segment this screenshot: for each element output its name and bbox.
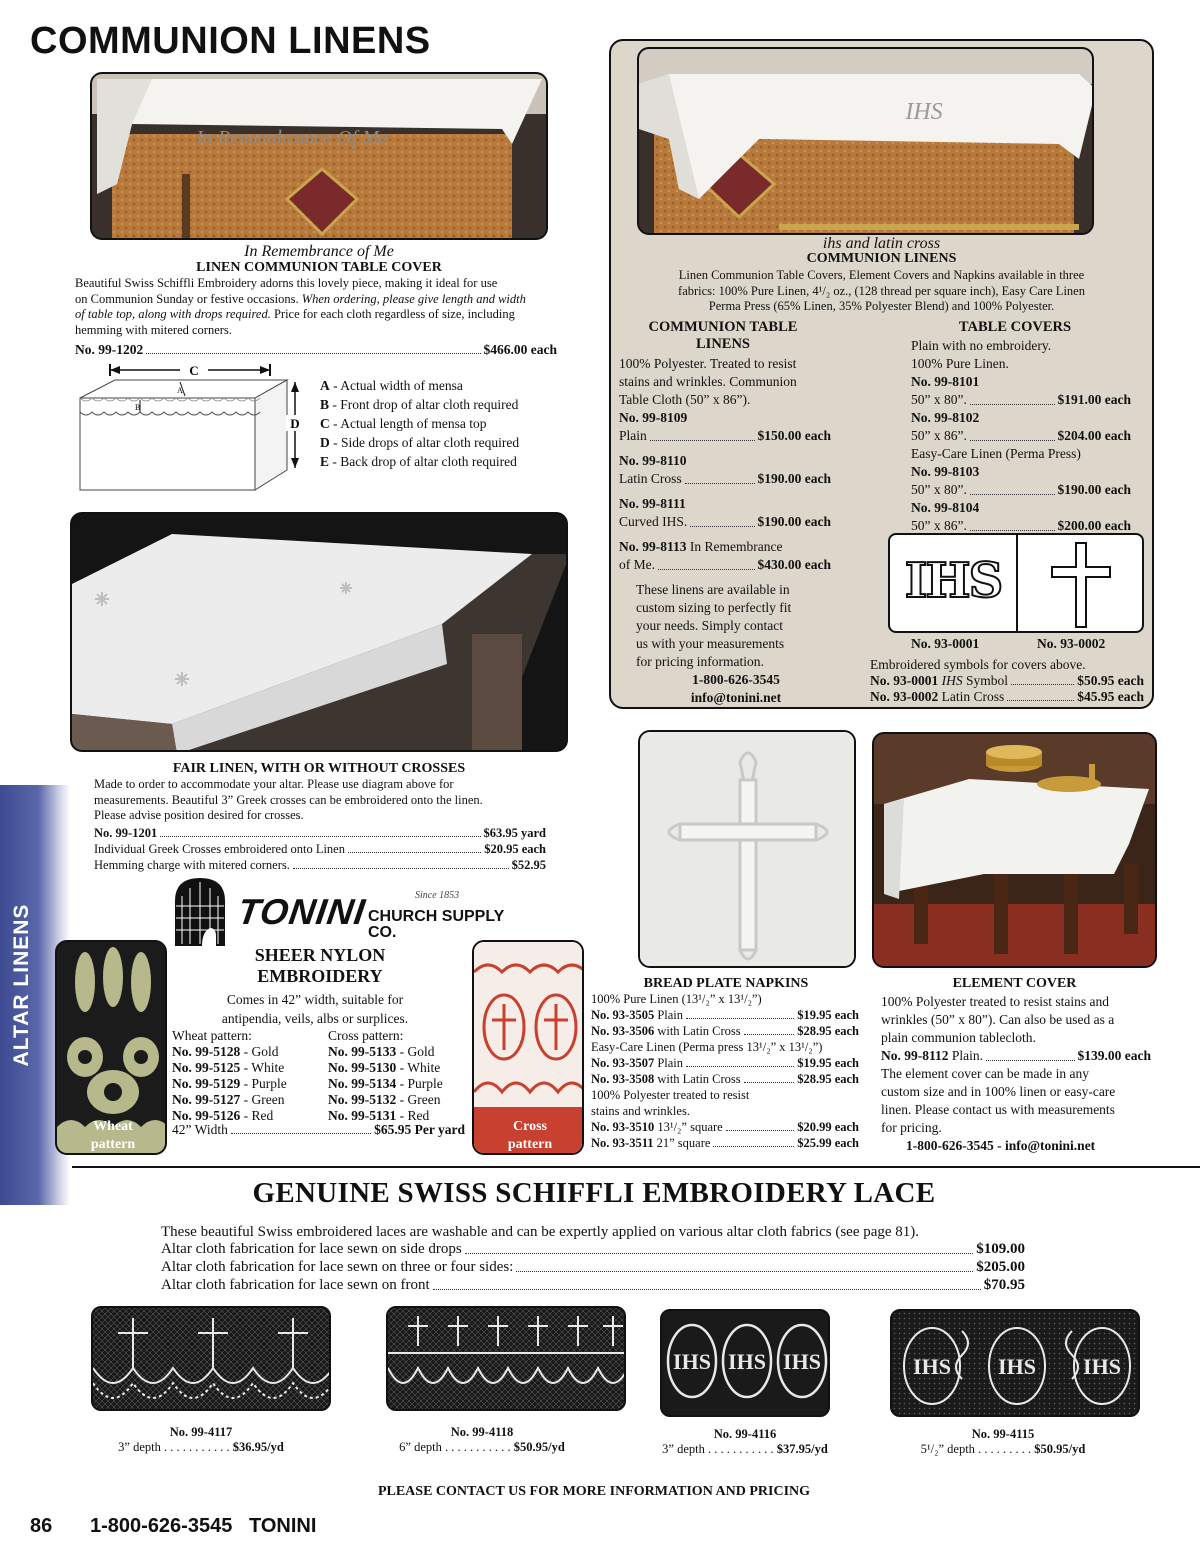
legend-b: B - Front drop of altar cloth required (320, 397, 519, 412)
bread-plate-napkins: 100% Pure Linen (13¹/₂” x 13¹/₂”) No. 93-3505 Plain $19.95 each No. 93-3506 with Latin Cross $28.95 each Easy-Care Linen (Perma press 13¹/₂” x 13¹/₂”) No. 93-3507 Plain $19.95 each No. 93-3508 with Latin Cross $28.95 each 100% Polyester treated to resist stains and wrinkles. No. 93-3510 13¹/₂” square $20.99 each No. 93-3511 21” square $25.99 each (591, 992, 859, 1150)
lace-4116-glyph-1: IHS (673, 1349, 711, 1374)
diagram-legend (320, 376, 519, 471)
lace-4115-glyph-2: IHS (998, 1354, 1036, 1379)
altar-cloth-diagram (75, 360, 310, 500)
lace-caption-4115: No. 99-4115 5¹/₂” depth . . . . . . . . . $50.95/yd (920, 1427, 1086, 1456)
latin-cross-icon (1018, 535, 1144, 633)
bread-plate-napkin-photo (638, 730, 856, 968)
lace-swatch-4115 (890, 1309, 1140, 1417)
remembrance-table-photo (90, 72, 548, 240)
symbols-description: Embroidered symbols for covers above. (870, 657, 1086, 672)
page-title: COMMUNION LINENS (30, 20, 431, 62)
panel-contact (636, 671, 836, 707)
legend-e: E - Back drop of altar cloth required (320, 454, 517, 469)
remembrance-subtitle: In Remembrance of Me (244, 243, 394, 260)
lace-title: GENUINE SWISS SCHIFFLI EMBROIDERY LACE (252, 1177, 936, 1209)
symbol-1-no: No. 93-0001 (911, 636, 980, 651)
footer-page-number: 86 (30, 1515, 53, 1537)
tonini-logo-since: Since 1853 (415, 890, 460, 901)
section-divider (72, 1166, 1200, 1168)
lace-swatch-4118 (386, 1306, 626, 1411)
lace-4115-glyph-1: IHS (913, 1354, 951, 1379)
diagram-label-a: A (177, 386, 183, 395)
sheer-description: Comes in 42” width, suitable for antipendia, veils, albs or surplices. (221, 992, 409, 1026)
wheat-pattern-list: Wheat pattern: No. 99-5128 - Gold No. 99-5125 - White No. 99-5129 - Purple No. 99-5127 - Green No. 99-5126 - Red (172, 1028, 287, 1123)
church-window-icon (170, 876, 230, 946)
diagram-label-d: D (290, 416, 300, 431)
legend-a: A - Actual width of mensa (320, 378, 463, 393)
symbols-prices: No. 93-0001 IHS Symbol $50.95 each No. 93-0002 Latin Cross $45.95 each (870, 673, 1144, 704)
element-cover-title: ELEMENT COVER (952, 976, 1077, 991)
cross-caption: Cross pattern (507, 1119, 553, 1152)
sheer-width-price: 42” Width $65.95 Per yard (172, 1122, 465, 1137)
lace-swatch-4117 (91, 1306, 331, 1411)
cross-pattern-list: Cross pattern: No. 99-5133 - Gold No. 99-5130 - White No. 99-5134 - Purple No. 99-5132 - Green No. 99-5131 - Red (328, 1028, 443, 1123)
lace-caption-4116: No. 99-4116 3” depth . . . . . . . . . . . $37.95/yd (662, 1427, 828, 1456)
remembrance-price-row (75, 342, 557, 358)
panel-phone: 1-800-626-3545 (692, 672, 780, 687)
panel-email: info@tonini.net (690, 690, 782, 705)
ihs-title: COMMUNION LINENS (806, 251, 957, 266)
remembrance-title: LINEN COMMUNION TABLE COVER (196, 260, 442, 275)
tonini-logo-name: TONINI (235, 891, 369, 932)
table-covers-heading: TABLE COVERS (958, 319, 1072, 335)
lace-4116-glyph-3: IHS (783, 1349, 821, 1374)
communion-table-linens: 100% Polyester. Treated to resist stains and wrinkles. Communion Table Cloth (50” x 86”). No. 99-8109 Plain $150.00 each No. 99-8110 Latin Cross $190.00 each No. 99-8111 Curved IHS. $190.00 each No. 99-8113 In Remembrance of Me. $430.00 each (619, 356, 831, 572)
fair-linen-prices: No. 99-1201 $63.95 yard Individual Greek Crosses embroidered onto Linen $20.95 each Hemming charge with mitered corners. $52.95 (94, 826, 546, 872)
ihs-photo-glyph: IHS (905, 99, 943, 125)
lace-intro: These beautiful Swiss embroidered laces are washable and can be expertly applied on various altar cloth fabrics (see page 81). (161, 1224, 920, 1240)
ihs-table-photo (637, 47, 1094, 235)
lace-fabrication-prices: Altar cloth fabrication for lace sewn on side drops $109.00 Altar cloth fabrication for lace sewn on three or four sides: $205.00 Altar cloth fabrication for lace sewn on front $70.95 (161, 1241, 1025, 1293)
fair-linen-description: Made to order to accommodate your altar. Please use diagram above for measurements. Beautiful 3” Greek crosses can be embroidered onto the linen. Please advise position desired for crosses. (94, 777, 483, 823)
communion-table-linens-heading: COMMUNION TABLE LINENS (648, 319, 798, 352)
ihs-symbol-icon: IHS (904, 553, 1002, 609)
ihs-subtitle: ihs and latin cross (822, 235, 941, 252)
embroidered-symbols-box (888, 533, 1144, 633)
wheat-caption: Wheat pattern (90, 1119, 136, 1152)
remembrance-photo-text: In Remembrance Of Me (196, 127, 388, 149)
diagram-label-c: C (189, 363, 199, 378)
legend-c: C - Actual length of mensa top (320, 416, 487, 431)
tonini-logo-sub: CHURCH SUPPLY CO. (368, 908, 505, 941)
symbol-2-no: No. 93-0002 (1037, 636, 1106, 651)
remembrance-item-price: $466.00 each (483, 342, 557, 357)
lace-4116-glyph-2: IHS (728, 1349, 766, 1374)
remembrance-item-no: No. 99-1202 (75, 342, 144, 357)
legend-d: D - Side drops of altar cloth required (320, 435, 520, 450)
element-contact: 1-800-626-3545 - info@tonini.net (906, 1138, 1096, 1153)
lace-caption-4117: No. 99-4117 3” depth . . . . . . . . . . . $36.95/yd (118, 1425, 284, 1454)
diagram-label-b: B (135, 403, 141, 412)
cross-pattern-photo (472, 940, 584, 1155)
footer-contact: 1-800-626-3545 TONINI (90, 1515, 317, 1537)
custom-sizing-note: These linens are available in custom sizing to perfectly fit your needs. Simply contact us with your measurements for pricing information. (636, 582, 792, 669)
remembrance-description: Beautiful Swiss Schiffli Embroidery adorns this lovely piece, making it ideal for use on Communion Sunday or festive occasions. When ordering, please give length and width of table top, along with drops required. Price for each cloth regardless of size, including hemming with mitered corners. (75, 276, 526, 337)
wheat-pattern-photo (55, 940, 167, 1155)
lace-swatch-4116 (660, 1309, 830, 1417)
lace-4115-glyph-3: IHS (1083, 1354, 1121, 1379)
tonini-logo (170, 876, 530, 946)
side-tab-label: ALTAR LINENS (10, 903, 34, 1067)
lace-caption-4118: No. 99-4118 6” depth . . . . . . . . . . . $50.95/yd (399, 1425, 565, 1454)
contact-note: PLEASE CONTACT US FOR MORE INFORMATION AND PRICING (377, 1484, 811, 1499)
fair-linen-title: FAIR LINEN, WITH OR WITHOUT CROSSES (172, 761, 466, 776)
sheer-title: SHEER NYLON EMBROIDERY (254, 945, 386, 986)
napkins-title: BREAD PLATE NAPKINS (643, 976, 809, 991)
element-cover-photo (872, 732, 1157, 968)
table-covers: Plain with no embroidery. 100% Pure Linen. No. 99-8101 50” x 80”. $191.00 each No. 99-8102 50” x 86”. $204.00 each Easy-Care Linen (Perma Press) No. 99-8103 50” x 80”. $190.00 each No. 99-8104 50” x 86”. $200.00 each (911, 338, 1131, 533)
fair-linen-photo (70, 512, 568, 752)
ihs-description: Linen Communion Table Covers, Element Covers and Napkins available in three fabrics: 100% Pure Linen, 4¹/₂ oz., (128 thread per square inch), Easy Care Linen Perma Press (65% Linen, 35% Polyester Blend) and 100% Polyester. (678, 268, 1085, 314)
element-cover: 100% Polyester treated to resist stains and wrinkles (50” x 80”). Can also be used as a plain communion tablecloth. No. 99-8112 Plain. $139.00 each The element cover can be made in any custom size and in 100% linen or easy-care linen. Please contact us with measurements for pricing. 1-800-626-3545 - info@tonini.net (881, 994, 1151, 1153)
